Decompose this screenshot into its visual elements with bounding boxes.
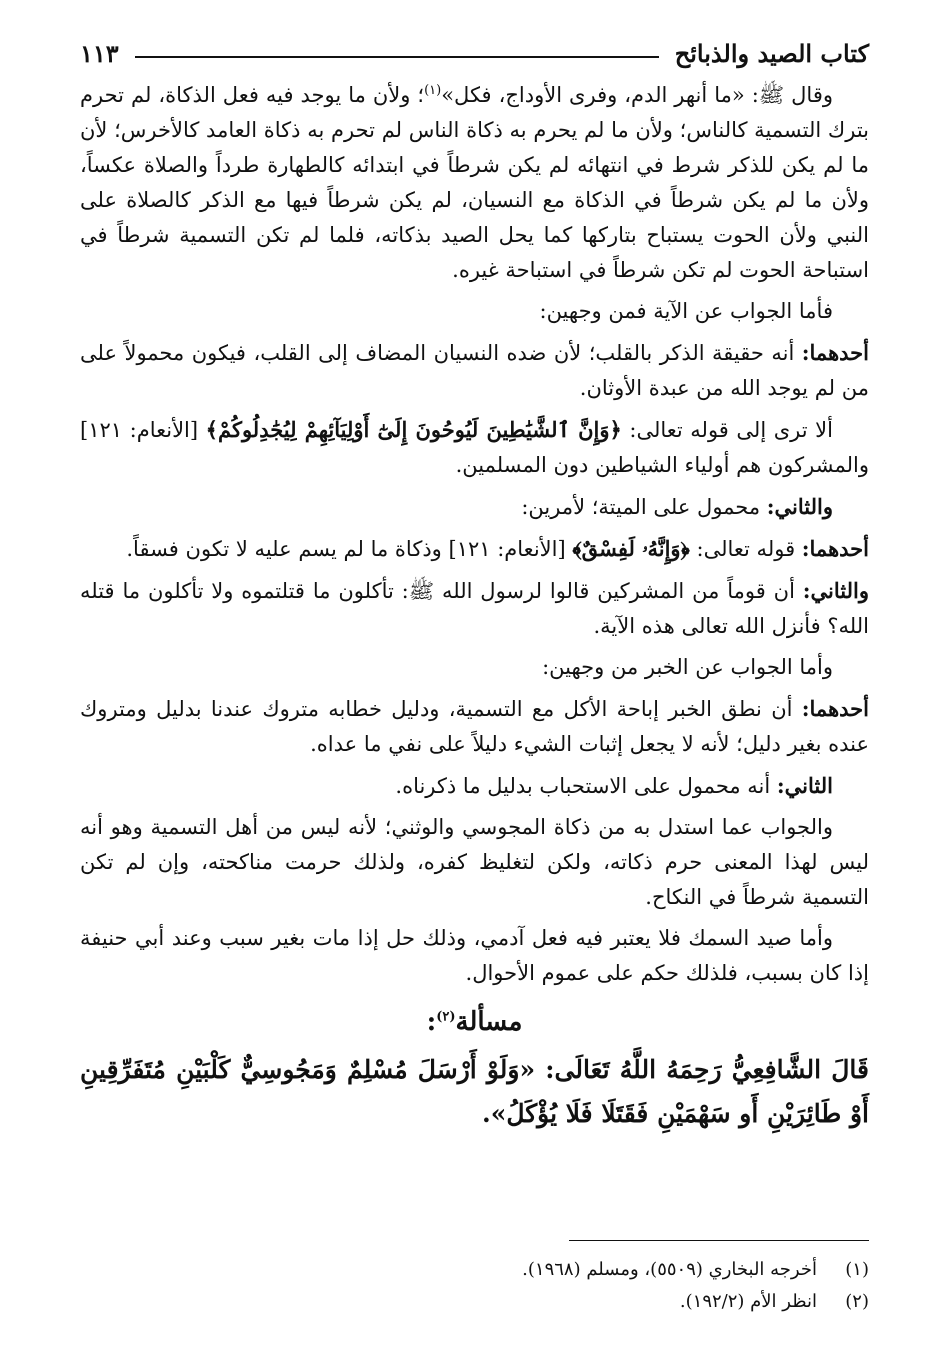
running-header — [80, 28, 869, 68]
page-number: ١١٣ — [80, 39, 119, 68]
bold-text: أحدهما: — [801, 536, 869, 561]
footnote-text: انظر الأم (١٩٢/٢). — [679, 1291, 817, 1312]
text-run: أن قوماً من المشركين قالوا لرسول الله ﷺ: تأكلون ما قتلتموه ولا تأكلون ما قتله الله؟ فأنزل الله تعالى هذه الآية. — [80, 579, 869, 638]
text-run: محمول على الميتة؛ لأمرين: — [521, 495, 767, 519]
text-run: أنه حقيقة الذكر بالقلب؛ لأن ضده النسيان المضاف إلى القلب، فيكون محمولاً على من لم يوجد الله من عبدة الأوثان. — [80, 341, 869, 400]
text-run: أن نطق الخبر إباحة الأكل مع التسمية، ودليل خطابه متروك عندنا بدليل ومتروك عنده بغير دليل؛ لأنه لا يجعل إثبات الشيء دليلاً على نفي ما عداه. — [80, 697, 869, 756]
bold-text: والثاني: — [802, 578, 869, 603]
paragraph — [80, 531, 869, 567]
text-run: وأما الجواب عن الخبر من وجهين: — [542, 655, 833, 679]
paragraph — [80, 768, 869, 804]
paragraph — [80, 691, 869, 762]
bold-text: ﴿وَإِنَّهُۥ لَفِسْقٌ﴾ — [572, 536, 690, 561]
text-run: ألا ترى إلى قوله تعالى: — [621, 418, 833, 442]
footnote-rule — [569, 1240, 869, 1241]
paragraph — [80, 921, 869, 991]
paragraph — [80, 810, 869, 915]
masala-colon: : — [426, 1007, 437, 1037]
shafii-statement: قَالَ الشَّافِعِيُّ رَحِمَهُ اللَّهُ تَعَالَى: «وَلَوْ أَرْسَلَ مُسْلِمٌ وَمَجُوسِيٌّ كَلْبَيْنِ مُتَفَرِّقِينِ أَوْ طَائِرَيْنِ أَو سَهْمَيْنِ فَقَتَلَا فَلَا يُؤْكَلُ». — [80, 1055, 869, 1128]
paragraphs — [80, 78, 869, 991]
footnotes — [80, 1254, 869, 1318]
header-rule — [135, 56, 659, 58]
text-run: وقال ﷺ: «ما أنهر الدم، وفرى الأوداج، فكل» — [441, 83, 834, 107]
paragraph — [80, 650, 869, 685]
paragraph — [80, 78, 869, 288]
bold-text: أحدهما: — [801, 340, 869, 365]
footnote-1 — [80, 1254, 869, 1286]
masala-label: مسألة — [455, 1007, 523, 1037]
text-run: قوله تعالى: — [689, 537, 802, 561]
paragraph — [80, 489, 869, 525]
text-run: [الأنعام: ١٢١] والمشركون هم أولياء الشياطين دون المسلمين. — [80, 418, 869, 477]
masala-heading — [80, 1005, 869, 1040]
bold-text: والثاني: — [766, 494, 833, 519]
main-text — [80, 78, 869, 1136]
paragraph — [80, 294, 869, 329]
footnote-number: (١) — [845, 1259, 869, 1280]
bold-text: أحدهما: — [801, 696, 869, 721]
footnote-ref: (١) — [424, 83, 442, 98]
text-run: وأما صيد السمك فلا يعتبر فيه فعل آدمي، وذلك حل إذا مات بغير سبب وعند أبي حنيفة إذا كان بسبب، فلذلك حكم على عموم الأحوال. — [80, 926, 869, 985]
text-run: أنه محمول على الاستحباب بدليل ما ذكرناه. — [395, 774, 777, 798]
text-run: فأما الجواب عن الآية فمن وجهين: — [539, 299, 833, 323]
bold-text: ﴿وَإِنَّ ٱلشَّيَٰطِينَ لَيُوحُونَ إِلَىٰٓ أَوْلِيَآئِهِمْ لِيُجَٰدِلُوكُمْ﴾ — [205, 417, 622, 442]
header-title: كتاب الصيد والذبائح — [674, 39, 869, 68]
footnote-number: (٢) — [845, 1291, 869, 1312]
paragraph — [80, 573, 869, 644]
bold-text: الثاني: — [776, 773, 833, 798]
paragraph — [80, 412, 869, 483]
text-run: ؛ ولأن ما يوجد فيه فعل الذكاة، لم تحرم بترك التسمية كالناس؛ ولأن ما لم يحرم به ذكاة الناس لم تحرم به ذكاة العامد كالأخرس؛ لأن ما لم يكن للذكر شرط في انتهائه لم يكن شرطاً في ابتدائه كالطهارة طرداً والصلاة عكساً، ولأن ما لم يكن شرطاً في الذكاة مع النسيان، لم يكن شرطاً فيها مع الذكر كالصلاة على النبي ولأن الحوت يستباح بتاركها كما يحل الصيد بذكاته، فلما لم تكن التسمية شرطاً في استباحة الحوت لم تكن شرطاً في استباحة غيره. — [80, 83, 869, 282]
text-run: والجواب عما استدل به من ذكاة المجوسي والوثني؛ لأنه ليس من أهل التسمية وهو أنه ليس لهذا المعنى حرم ذكاته، ولكن لتغليظ كفره، ولذلك حرمت مناكحته، وإن لم تكن التسمية شرطاً في النكاح. — [80, 815, 869, 909]
text-run: [الأنعام: ١٢١] وذكاة ما لم يسم عليه لا تكون فسقاً. — [126, 537, 573, 561]
masala-note-ref: (٢) — [436, 1009, 456, 1025]
footnote-2 — [80, 1286, 869, 1318]
paragraph — [80, 335, 869, 406]
footnote-text: أخرجه البخاري (٥٥٠٩)، ومسلم (١٩٦٨). — [522, 1259, 817, 1280]
